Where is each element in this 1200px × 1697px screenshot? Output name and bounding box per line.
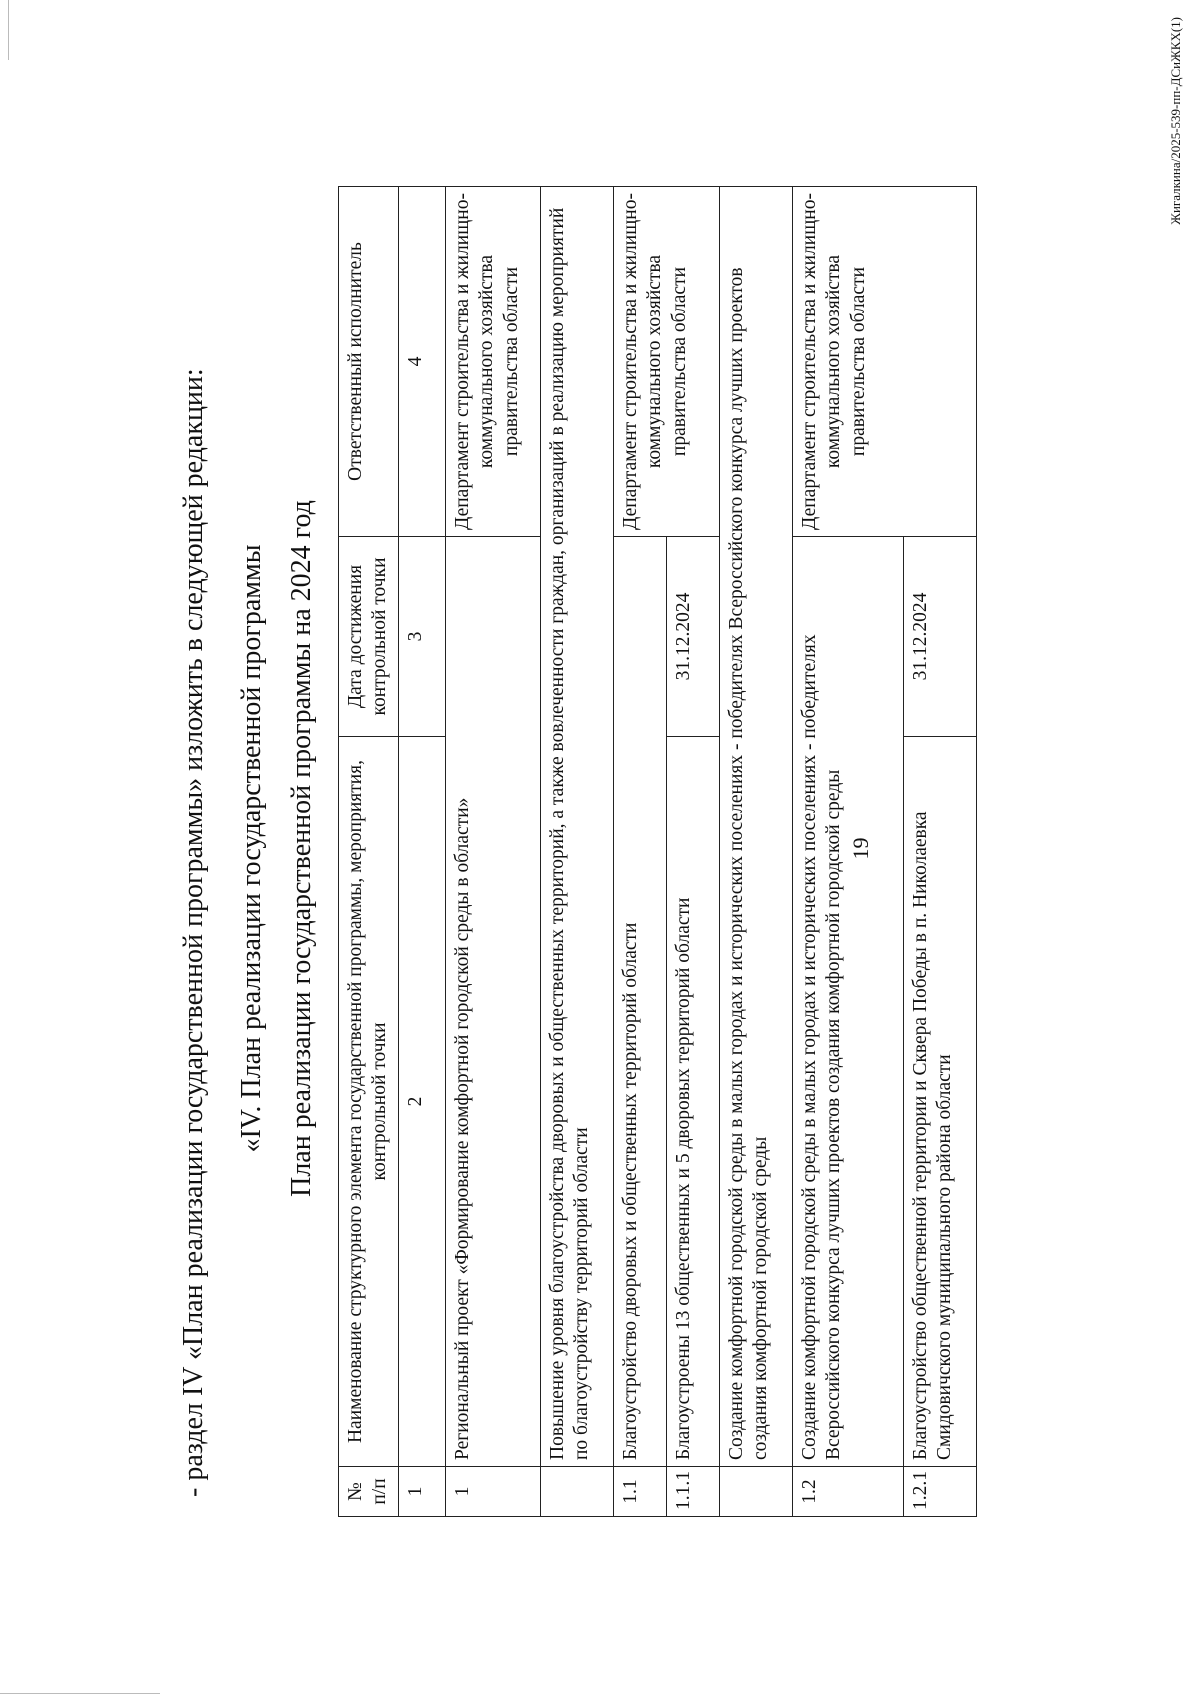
header-no: № п/п [339, 1467, 399, 1517]
row-name: Благоустроены 13 общественных и 5 дворовых территорий области [666, 737, 719, 1467]
plan-heading: План реализации государственной программы на 2024 год [286, 500, 317, 1197]
column-number: 2 [398, 737, 445, 1467]
goal-text: Создание комфортной городской среды в малых городах и исторических поселениях - победителях Всероссийского конкурса лучших проектов создания комфортной городской среды [719, 187, 792, 1467]
table-row [719, 187, 792, 1517]
header-name: Наименование структурного элемента государственной программы, мероприятия, контрольной точки [339, 737, 399, 1467]
row-name: Благоустройство общественной территории и Сквера Победы в п. Николаевка Смидовичского муниципального района области [903, 737, 976, 1467]
column-number-row [398, 187, 445, 1517]
table-row [792, 187, 903, 1517]
column-number: 1 [398, 1467, 445, 1517]
document-code: Жигалкина/2025-539-пп-ДСиЖКХ(1) [1168, 17, 1183, 225]
column-number: 4 [398, 187, 445, 537]
scan-edge-mark [8, 0, 9, 60]
plan-table [338, 186, 977, 1517]
row-name: Создание комфортной городской среды в малых городах и исторических поселениях - победителях Всероссийского конкурса лучших проектов создания комфортной городской среды [792, 537, 903, 1467]
table-row [540, 187, 613, 1517]
row-number: 1.2.1 [903, 1467, 976, 1517]
row-number: 1.2 [792, 1467, 903, 1517]
column-number: 3 [398, 537, 445, 737]
header-executor: Ответственный исполнитель [339, 187, 399, 537]
executor-cell: Департамент строительства и жилищно-коммунального хозяйства правительства области [613, 187, 719, 537]
executor-cell: Департамент строительства и жилищно-коммунального хозяйства правительства области [792, 187, 976, 537]
executor-cell: Департамент строительства и жилищно-коммунального хозяйства правительства области [445, 187, 540, 537]
scan-edge-mark [0, 1693, 160, 1694]
header-date: Дата достижения контрольной точки [339, 537, 399, 737]
date-cell: 31.12.2024 [666, 537, 719, 737]
page-number: 19 [848, 837, 873, 860]
section-heading: «IV. План реализации государственной программы [236, 544, 267, 1153]
table-row [613, 187, 666, 1517]
table-row [445, 187, 540, 1517]
project-name: Региональный проект «Формирование комфортной городской среды в области» [445, 537, 540, 1467]
header-row [339, 187, 399, 1517]
row-number: 1.1 [613, 1467, 666, 1517]
row-number: 1.1.1 [666, 1467, 719, 1517]
intro-line: - раздел IV «План реализации государственной программы» изложить в следующей редакции: [178, 368, 209, 1497]
goal-text: Повышение уровня благоустройства дворовых и общественных территорий, а также вовлеченности граждан, организаций в реализацию мероприятий по благоустройству территорий области [540, 187, 613, 1467]
row-name: Благоустройство дворовых и общественных территорий области [613, 537, 666, 1467]
row-number: 1 [445, 1467, 540, 1517]
date-cell: 31.12.2024 [903, 537, 976, 737]
